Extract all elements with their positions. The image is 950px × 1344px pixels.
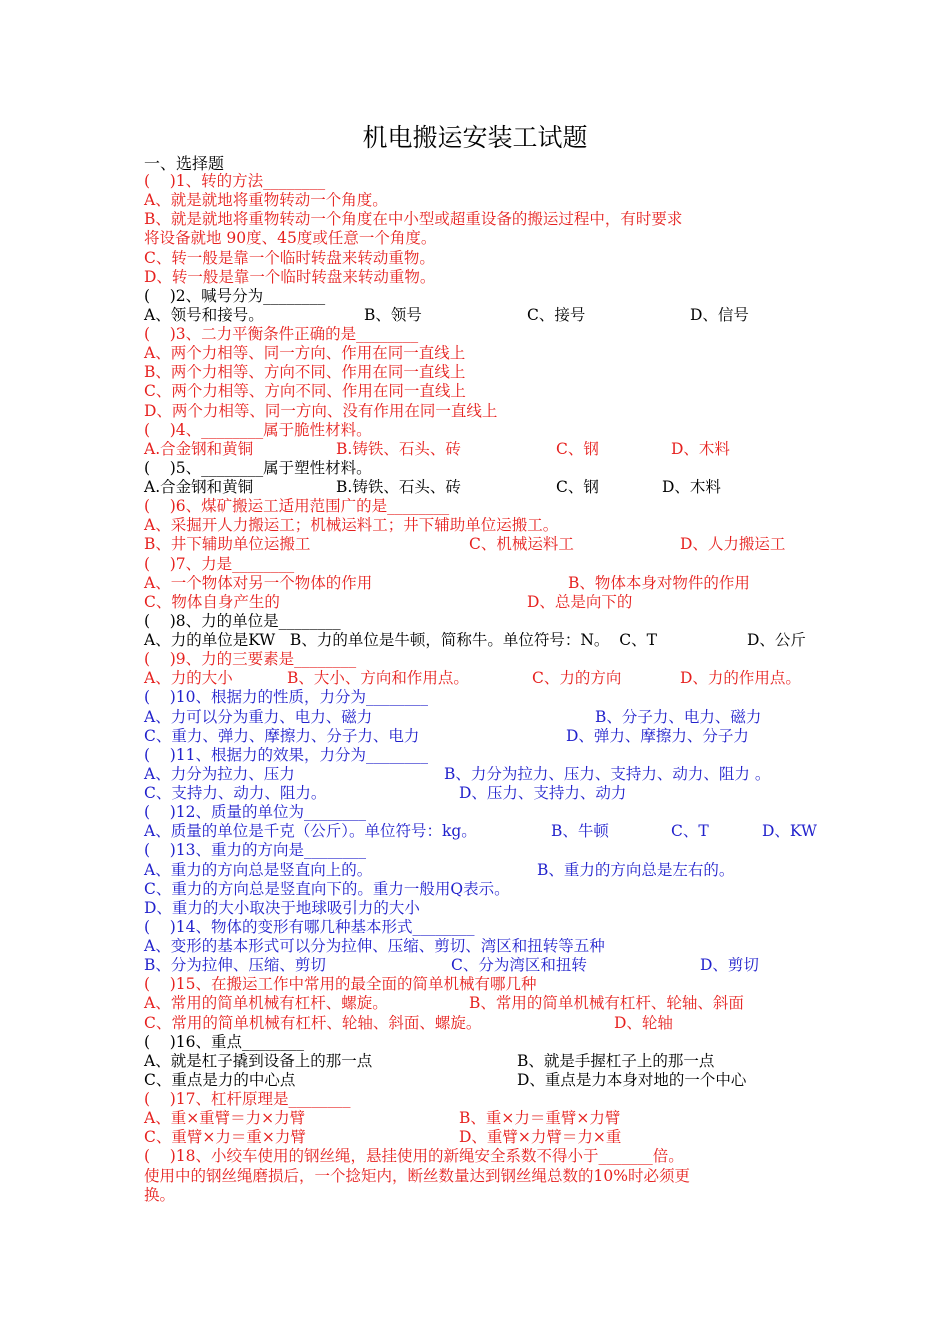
option-text: D、公斤 xyxy=(747,631,806,649)
option-text: D、木料 xyxy=(671,439,730,458)
option-text: C、力的方向 xyxy=(532,669,622,688)
line-text: B、两个力相等、方向不同、作用在同一直线上 xyxy=(144,363,466,382)
question-list xyxy=(0,172,950,1205)
text-line xyxy=(0,1109,950,1128)
text-line xyxy=(0,650,950,669)
text-line xyxy=(0,306,950,325)
option-text: A、领号和接号。 xyxy=(144,305,264,324)
text-line xyxy=(0,1147,950,1166)
option-text: B、井下辅助单位运搬工 xyxy=(144,535,311,554)
text-line xyxy=(0,765,950,784)
text-line xyxy=(0,1071,950,1090)
option-text: A、常用的简单机械有杠杆、螺旋。 xyxy=(144,994,388,1013)
line-text: 将设备就地 90度、45度或任意一个角度。 xyxy=(144,229,437,248)
text-line xyxy=(0,937,950,956)
option-text: C、重点是力的中心点 xyxy=(144,1070,296,1089)
text-line xyxy=(0,822,950,841)
line-text: ( )15、在搬运工作中常用的最全面的简单机械有哪几种 xyxy=(144,975,537,994)
text-line xyxy=(0,1167,950,1186)
option-text: B、重力的方向总是左右的。 xyxy=(537,860,735,879)
text-line xyxy=(0,631,950,650)
option-text: C、物体自身产生的 xyxy=(144,592,280,611)
option-text: A、就是杠子撬到设备上的那一点 xyxy=(144,1051,373,1070)
line-text: D、重力的大小取决于地球吸引力的大小 xyxy=(144,898,420,917)
text-line xyxy=(0,899,950,918)
text-line xyxy=(0,994,950,1013)
option-text: B、物体本身对物件的作用 xyxy=(568,573,750,592)
option-text: B、力分为拉力、压力、支持力、动力、阻力 。 xyxy=(444,764,771,783)
option-text: C、钢 xyxy=(556,478,599,496)
option-text: D、信号 xyxy=(690,305,749,324)
option-text: B、牛顿 xyxy=(551,822,609,841)
line-text: A、两个力相等、同一方向、作用在同一直线上 xyxy=(144,344,466,363)
option-text: B、领号 xyxy=(364,305,422,324)
text-line xyxy=(0,861,950,880)
option-text: D、人力搬运工 xyxy=(680,535,786,554)
line-text: C、转一般是靠一个临时转盘来转动重物。 xyxy=(144,248,435,267)
option-text: D、轮轴 xyxy=(614,1013,673,1032)
text-line xyxy=(0,574,950,593)
text-line xyxy=(0,803,950,822)
line-text: A、就是就地将重物转动一个角度。 xyxy=(144,191,388,210)
text-line xyxy=(0,669,950,688)
text-line xyxy=(0,382,950,401)
option-text: C、重臂×力＝重×力臂 xyxy=(144,1128,306,1147)
text-line xyxy=(0,459,950,478)
option-text: D、重点是力本身对地的一个中心 xyxy=(517,1070,747,1089)
line-text: B、就是就地将重物转动一个角度在中小型或超重设备的搬运过程中，有时要求 xyxy=(144,210,683,229)
option-text: C、常用的简单机械有杠杆、轮轴、斜面、螺旋。 xyxy=(144,1013,482,1032)
line-text: ( )5、________属于塑性材料。 xyxy=(144,458,372,477)
option-text: D、力的作用点。 xyxy=(680,669,801,688)
text-line xyxy=(0,516,950,535)
line-text: ( )12、质量的单位为________ xyxy=(144,803,367,822)
line-text: ( )6、煤矿搬运工适用范围广的是________ xyxy=(144,497,450,516)
section-heading: 一、选择题 xyxy=(144,154,225,173)
text-line xyxy=(0,1052,950,1071)
option-text: A、一个物体对另一个物体的作用 xyxy=(144,573,373,592)
text-line xyxy=(0,210,950,229)
text-line xyxy=(0,497,950,516)
line-text: ( )3、二力平衡条件正确的是________ xyxy=(144,325,419,343)
text-line xyxy=(0,746,950,765)
text-line xyxy=(0,612,950,631)
text-line xyxy=(0,593,950,612)
option-text: C、T xyxy=(671,822,709,841)
option-text: B、大小、方向和作用点。 xyxy=(287,669,469,688)
line-text: ( )13、重力的方向是________ xyxy=(144,841,367,860)
line-text: ( )10、根据力的性质，力分为________ xyxy=(144,688,429,707)
text-line xyxy=(0,191,950,210)
line-text: ( )11、根据力的效果，力分为________ xyxy=(144,745,429,764)
option-text: B、常用的简单机械有杠杆、轮轴、斜面 xyxy=(469,994,744,1013)
text-line xyxy=(0,555,950,574)
line-text: ( )7、力是________ xyxy=(144,554,295,573)
line-text: 使用中的钢丝绳磨损后，一个捻矩内，断丝数量达到钢丝绳总数的10%时必须更 xyxy=(144,1166,690,1185)
line-text: D、两个力相等、同一方向、没有作用在同一直线上 xyxy=(144,401,498,420)
option-text: A、重力的方向总是竖直向上的。 xyxy=(144,860,373,879)
text-line xyxy=(0,421,950,440)
text-line xyxy=(0,975,950,994)
option-text: C、支持力、动力、阻力。 xyxy=(144,784,327,802)
line-text: ( )18、小绞车使用的钢丝绳，悬挂使用的新绳安全系数不得小于_______倍。 xyxy=(144,1147,684,1166)
text-line xyxy=(0,478,950,497)
option-text: C、分为湾区和扭转 xyxy=(451,956,587,975)
option-text: A.合金钢和黄铜 xyxy=(144,439,254,458)
text-line xyxy=(0,268,950,287)
text-line xyxy=(0,956,950,975)
text-line xyxy=(0,727,950,746)
option-text: B、就是手握杠子上的那一点 xyxy=(517,1051,715,1070)
option-text: D、总是向下的 xyxy=(527,592,633,611)
option-text: A.合金钢和黄铜 xyxy=(144,478,254,496)
option-text: A、重×重臂＝力×力臂 xyxy=(144,1109,306,1128)
line-text: ( )9、力的三要素是________ xyxy=(144,650,357,669)
option-text: D、压力、支持力、动力 xyxy=(459,784,627,802)
text-line xyxy=(0,708,950,727)
line-text: ( )16、重点________ xyxy=(144,1032,305,1051)
option-text: C、接号 xyxy=(527,305,586,324)
option-text: A、力的大小 xyxy=(144,669,233,688)
line-text: 换。 xyxy=(144,1185,176,1204)
option-text: C、钢 xyxy=(556,439,599,458)
text-line xyxy=(0,784,950,803)
line-text: C、两个力相等、方向不同、作用在同一直线上 xyxy=(144,382,466,401)
line-text: ( )2、喊号分为________ xyxy=(144,286,326,305)
line-text: A、变形的基本形式可以分为拉伸、压缩、剪切、湾区和扭转等五种 xyxy=(144,937,605,955)
option-text: C、机械运料工 xyxy=(469,535,574,554)
line-text: D、转一般是靠一个临时转盘来转动重物。 xyxy=(144,267,436,286)
text-line xyxy=(0,1128,950,1147)
text-line xyxy=(0,249,950,268)
line-text: ( )8、力的单位是________ xyxy=(144,611,341,630)
text-line xyxy=(0,918,950,937)
line-text: A、采掘开人力搬运工；机械运料工；井下辅助单位运搬工。 xyxy=(144,516,559,535)
option-text: A、质量的单位是千克（公斤）。单位符号：kg。 xyxy=(144,822,477,841)
option-text: A、力分为拉力、压力 xyxy=(144,764,295,783)
option-text: A、力可以分为重力、电力、磁力 xyxy=(144,707,373,726)
option-text: C、重力、弹力、摩擦力、分子力、电力 xyxy=(144,726,420,745)
text-line xyxy=(0,841,950,860)
option-text: A、力的单位是KW B、力的单位是牛顿，简称牛。单位符号：N。 C、T xyxy=(144,631,657,649)
text-line xyxy=(0,1090,950,1109)
option-text: D、木料 xyxy=(662,478,721,496)
text-line xyxy=(0,1186,950,1205)
text-line xyxy=(0,880,950,899)
line-text: ( )4、________属于脆性材料。 xyxy=(144,420,372,439)
option-text: B、分为拉伸、压缩、剪切 xyxy=(144,956,326,975)
line-text: ( )1、转的方法________ xyxy=(144,172,326,190)
text-line xyxy=(0,172,950,191)
text-line xyxy=(0,325,950,344)
text-line xyxy=(0,688,950,707)
line-text: C、重力的方向总是竖直向下的。重力一般用Q表示。 xyxy=(144,879,510,898)
option-text: B、重×力＝重臂×力臂 xyxy=(459,1109,621,1128)
text-line xyxy=(0,1014,950,1033)
text-line xyxy=(0,229,950,248)
text-line xyxy=(0,344,950,363)
option-text: D、KW xyxy=(762,822,817,841)
text-line xyxy=(0,363,950,382)
option-text: B.铸铁、石头、砖 xyxy=(336,478,461,496)
line-text: ( )17、杠杆原理是________ xyxy=(144,1090,351,1108)
text-line xyxy=(0,402,950,421)
text-line xyxy=(0,535,950,554)
option-text: B、分子力、电力、磁力 xyxy=(595,707,762,726)
option-text: D、重臂×力臂＝力×重 xyxy=(459,1128,622,1147)
page-title: 机电搬运安装工试题 xyxy=(362,123,588,152)
text-line xyxy=(0,440,950,459)
option-text: D、弹力、摩擦力、分子力 xyxy=(566,726,749,745)
option-text: B.铸铁、石头、砖 xyxy=(336,439,461,458)
text-line xyxy=(0,287,950,306)
text-line xyxy=(0,1033,950,1052)
option-text: D、剪切 xyxy=(700,956,759,975)
line-text: ( )14、物体的变形有哪几种基本形式________ xyxy=(144,917,475,936)
